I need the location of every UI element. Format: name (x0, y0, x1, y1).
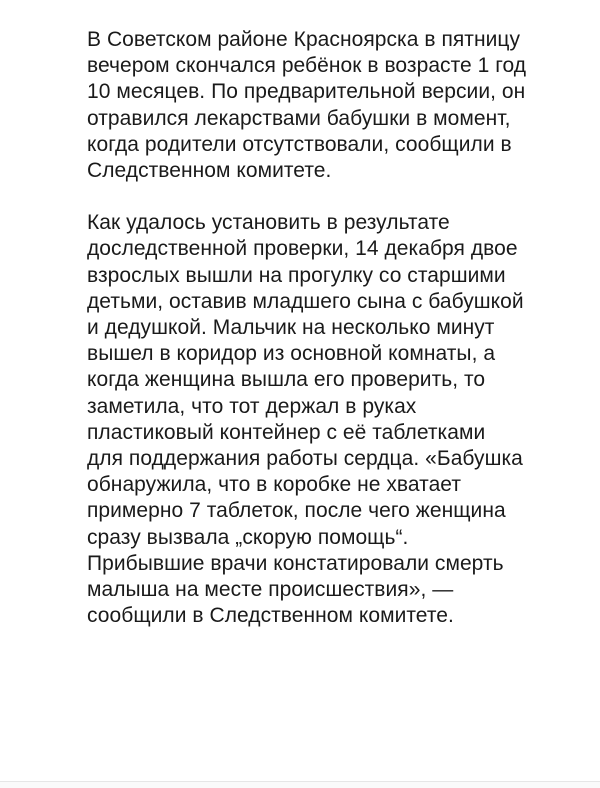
bottom-divider (0, 781, 600, 788)
article-paragraph-2: Как удалось установить в результате доследственной проверки, 14 декабря двое взрослых вышли на прогулку со старшими детьми, оставив младшего сына с бабушкой и дедушкой. Мальчик на несколько минут вышел в коридор из основной комнаты, а когда женщина вышла его проверить, то заметила, что тот держал в руках пластиковый контейнер с её таблетками для поддержания работы сердца. «Бабушка обнаружила, что в коробке не хватает примерно 7 таблеток, после чего женщина сразу вызвала „скорую помощь“. Прибывшие врачи констатировали смерть малыша на месте происшествия», — сообщили в Следственном комитете. (87, 211, 524, 628)
article-paragraph-1: В Советском районе Красноярска в пятницу вечером скончался ребёнок в возрасте 1 год 10 месяцев. По предварительной версии, он отравился лекарствами бабушки в момент, когда родители отсутствовали, сообщили в Следственном комитете. (87, 28, 527, 183)
article-body (87, 27, 527, 629)
